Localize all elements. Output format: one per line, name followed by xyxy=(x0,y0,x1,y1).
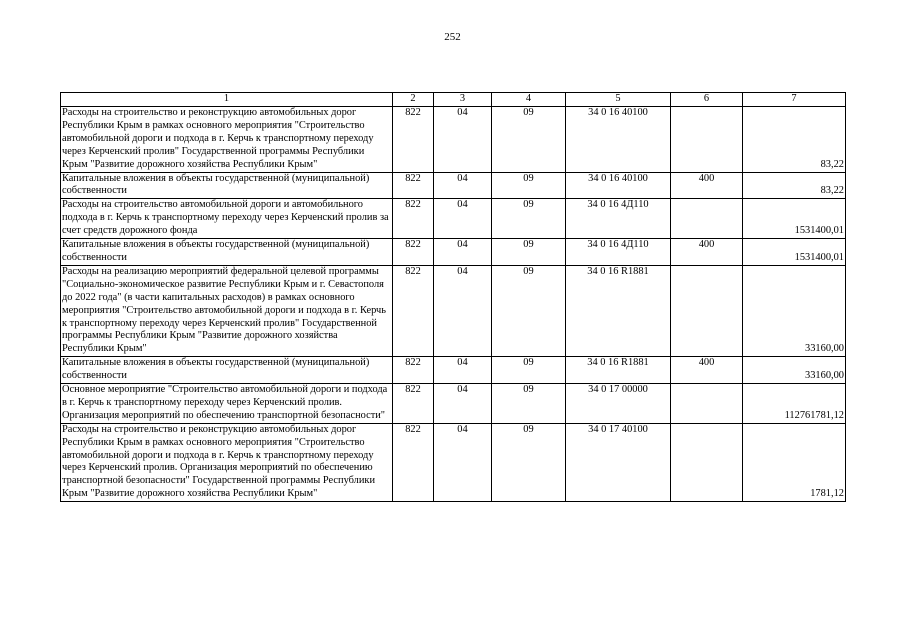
expense-name: Основное мероприятие "Строительство автомобильной дороги и подхода в г. Керчь к транспортному переходу через Керченский пролив. Организация мероприятий по обеспечению транспортной безопасности" xyxy=(61,384,393,424)
target-article-code: 34 0 16 R1881 xyxy=(566,265,671,356)
table-row xyxy=(61,423,846,501)
ministry-code: 822 xyxy=(393,357,434,384)
section-code: 04 xyxy=(434,384,492,424)
target-article-code: 34 0 16 4Д110 xyxy=(566,239,671,266)
section-code: 04 xyxy=(434,199,492,239)
expense-name: Расходы на строительство и реконструкцию автомобильных дорог Республики Крым в рамках основного мероприятия "Строительство автомобильной дороги и подхода в г. Керчь к транспортному переходу через Керченский пролив" Государственной программы Республики Крым "Развитие дорожного хозяйства Республики Крым" xyxy=(61,107,393,173)
target-article-code: 34 0 16 4Д110 xyxy=(566,199,671,239)
amount: 1531400,01 xyxy=(743,239,846,266)
column-header: 1 xyxy=(61,93,393,107)
target-article-code: 34 0 16 R1881 xyxy=(566,357,671,384)
column-header: 7 xyxy=(743,93,846,107)
amount: 1781,12 xyxy=(743,423,846,501)
section-code: 04 xyxy=(434,265,492,356)
column-header: 2 xyxy=(393,93,434,107)
expense-type-code: 400 xyxy=(671,239,743,266)
subsection-code: 09 xyxy=(492,384,566,424)
table-row xyxy=(61,107,846,173)
subsection-code: 09 xyxy=(492,357,566,384)
column-header: 3 xyxy=(434,93,492,107)
target-article-code: 34 0 16 40100 xyxy=(566,172,671,199)
amount: 83,22 xyxy=(743,172,846,199)
expense-type-code: 400 xyxy=(671,172,743,199)
expense-name: Капитальные вложения в объекты государственной (муниципальной) собственности xyxy=(61,172,393,199)
expense-type-code xyxy=(671,384,743,424)
table-row xyxy=(61,265,846,356)
table-row xyxy=(61,384,846,424)
subsection-code: 09 xyxy=(492,172,566,199)
ministry-code: 822 xyxy=(393,239,434,266)
subsection-code: 09 xyxy=(492,239,566,266)
table-row xyxy=(61,239,846,266)
subsection-code: 09 xyxy=(492,265,566,356)
table-row xyxy=(61,172,846,199)
budget-table xyxy=(60,92,846,502)
subsection-code: 09 xyxy=(492,107,566,173)
target-article-code: 34 0 16 40100 xyxy=(566,107,671,173)
ministry-code: 822 xyxy=(393,423,434,501)
amount: 1531400,01 xyxy=(743,199,846,239)
amount: 33160,00 xyxy=(743,265,846,356)
ministry-code: 822 xyxy=(393,172,434,199)
section-code: 04 xyxy=(434,357,492,384)
expense-name: Расходы на строительство и реконструкцию автомобильных дорог Республики Крым в рамках основного мероприятия "Строительство автомобильной дороги и подхода в г. Керчь к транспортному переходу через Керченский пролив. Организация мероприятий по обеспечению транспортной безопасности" Государственной программы Республики Крым "Развитие дорожного хозяйства Республики Крым" xyxy=(61,423,393,501)
amount: 83,22 xyxy=(743,107,846,173)
ministry-code: 822 xyxy=(393,199,434,239)
section-code: 04 xyxy=(434,172,492,199)
expense-name: Капитальные вложения в объекты государственной (муниципальной) собственности xyxy=(61,239,393,266)
section-code: 04 xyxy=(434,239,492,266)
ministry-code: 822 xyxy=(393,384,434,424)
amount: 33160,00 xyxy=(743,357,846,384)
ministry-code: 822 xyxy=(393,107,434,173)
amount: 112761781,12 xyxy=(743,384,846,424)
ministry-code: 822 xyxy=(393,265,434,356)
expense-type-code xyxy=(671,423,743,501)
section-code: 04 xyxy=(434,423,492,501)
table-header-row xyxy=(61,93,846,107)
page-number: 252 xyxy=(444,31,461,43)
expense-name: Капитальные вложения в объекты государственной (муниципальной) собственности xyxy=(61,357,393,384)
column-header: 4 xyxy=(492,93,566,107)
subsection-code: 09 xyxy=(492,199,566,239)
target-article-code: 34 0 17 40100 xyxy=(566,423,671,501)
section-code: 04 xyxy=(434,107,492,173)
subsection-code: 09 xyxy=(492,423,566,501)
expense-type-code xyxy=(671,199,743,239)
target-article-code: 34 0 17 00000 xyxy=(566,384,671,424)
table-row xyxy=(61,357,846,384)
table-row xyxy=(61,199,846,239)
column-header: 6 xyxy=(671,93,743,107)
expense-type-code xyxy=(671,265,743,356)
expense-name: Расходы на строительство автомобильной дороги и автомобильного подхода в г. Керчь к транспортному переходу через Керченский пролив за счет средств дорожного фонда xyxy=(61,199,393,239)
expense-name: Расходы на реализацию мероприятий федеральной целевой программы "Социально-экономическое развитие Республики Крым и г. Севастополя до 2022 года" (в части капитальных расходов) в рамках основного мероприятия "Строительство автомобильной дороги и подхода в г. Керчь к транспортному переходу через Керченский пролив" Государственной программы Республики Крым "Развитие дорожного хозяйства Республики Крым" xyxy=(61,265,393,356)
expense-type-code xyxy=(671,107,743,173)
expense-type-code: 400 xyxy=(671,357,743,384)
column-header: 5 xyxy=(566,93,671,107)
